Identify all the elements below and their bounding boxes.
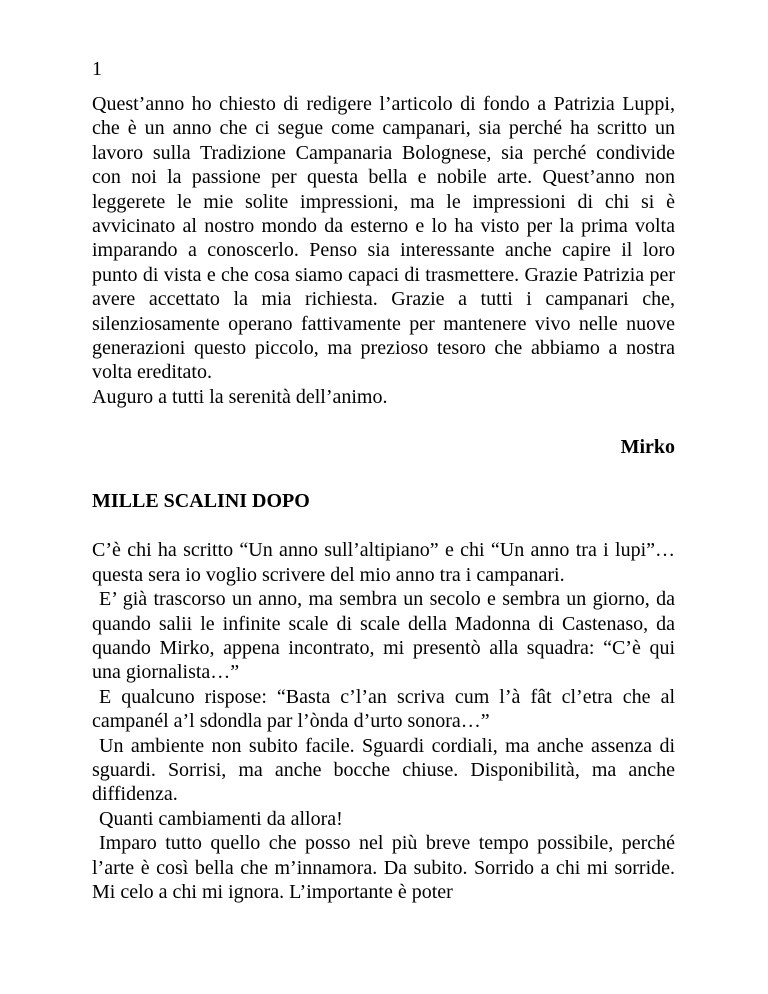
signature: Mirko xyxy=(620,436,675,459)
article-body xyxy=(92,538,675,904)
intro-paragraph: Quest’anno ho chiesto di redigere l’articolo di fondo a Patrizia Luppi, che è un anno che ci segue come campanari, sia perché ha scritto un lavoro sulla Tradizione Campanaria Bolognese, sia perché condivide con noi la passione per questa bella e nobile arte. Quest’anno non leggerete le mie solite impressioni, ma le impressioni di chi si è avvicinato al nostro mondo da esterno e lo ha visto per la prima volta imparando a conoscerlo. Penso sia interessante anche capire il loro punto di vista e che cosa siamo capaci di trasmettere. Grazie Patrizia per avere accettato la mia richiesta. Grazie a tutti i campanari che, silenziosamente operano fattivamente per mantenere vivo nelle nuove generazioni questo piccolo, ma prezioso tesoro che abbiamo a nostra volta ereditato. xyxy=(92,93,675,384)
page-number: 1 xyxy=(92,58,102,80)
article-paragraph: Quanti cambiamenti da allora! xyxy=(99,807,343,830)
article-paragraph: Un ambiente non subito facile. Sguardi cordiali, ma anche assenza di sguardi. Sorrisi, ma anche bocche chiuse. Disponibilità, ma anche diffidenza. xyxy=(92,734,675,806)
article-paragraph: E qualcuno rispose: “Basta c’l’an scriva cum l’à fât cl’etra che al campanél a’l sdondla par l’ònda d’urto sonora…” xyxy=(92,685,675,733)
article-paragraph: C’è chi ha scritto “Un anno sull’altipiano” e chi “Un anno tra i lupi”… questa sera io voglio scrivere del mio anno tra i campanari. xyxy=(92,539,675,586)
intro-section xyxy=(92,92,675,460)
article-paragraph: Imparo tutto quello che posso nel più breve tempo possibile, perché l’arte è così bella che m’innamora. Da subito. Sorrido a chi mi sorride. Mi celo a chi mi ignora. L’importante è poter xyxy=(92,832,675,903)
article-title: MILLE SCALINI DOPO xyxy=(92,490,310,513)
document-page xyxy=(92,56,675,904)
article-paragraph: E’ già trascorso un anno, ma sembra un secolo e sembra un giorno, da quando salii le infinite scale di scale della Madonna di Castenaso, da quando Mirko, appena incontrato, mi presentò alla squadra: “C’è qui una giornalista…” xyxy=(92,588,675,684)
intro-closing-line: Auguro a tutti la serenità dell’animo. xyxy=(92,385,388,408)
